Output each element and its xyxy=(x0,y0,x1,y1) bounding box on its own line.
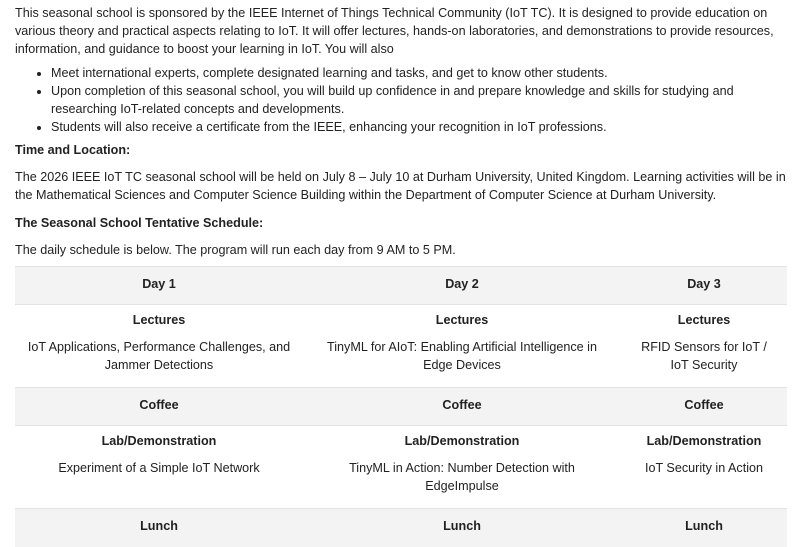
session-description: Experiment of a Simple IoT Network xyxy=(58,461,260,475)
lecture-cell-day-3 xyxy=(621,305,787,388)
table-row xyxy=(15,388,787,426)
session-title: Lab/Demonstration xyxy=(404,434,520,448)
session-description: TinyML in Action: Number Detection with EdgeImpulse xyxy=(349,461,575,493)
session-title: Lab/Demonstration xyxy=(646,434,762,448)
day-2-header: Day 2 xyxy=(303,267,621,305)
coffee-cell-day-3: Coffee xyxy=(621,388,787,426)
list-item: • Upon completion of this seasonal school, you will build up confidence in and prepare knowledge and skills for studying and researching IoT-related concepts and developments. xyxy=(51,82,789,118)
table-row xyxy=(15,305,787,388)
session-description: IoT Security in Action xyxy=(644,461,764,475)
session-title: Lectures xyxy=(677,313,731,327)
intro-paragraph: This seasonal school is sponsored by the IEEE Internet of Things Technical Community (IoT TC). It is designed to provide education on various theory and practical aspects relating to IoT. It will offer lectures, hands-on laboratories, and demonstrations to provide resources, information, and guidance to boost your learning in IoT. You will also xyxy=(15,6,774,56)
lecture-cell-day-2 xyxy=(303,305,621,388)
coffee-cell-day-2: Coffee xyxy=(303,388,621,426)
lunch-cell-day-3: Lunch xyxy=(621,509,787,547)
day-3-header: Day 3 xyxy=(621,267,787,305)
table-row xyxy=(15,426,787,509)
session-title: Lectures xyxy=(435,313,489,327)
benefits-list xyxy=(15,64,789,136)
lab-cell-day-3 xyxy=(621,426,787,509)
lab-cell-day-2 xyxy=(303,426,621,509)
time-location-heading: Time and Location: xyxy=(15,143,131,157)
lecture-cell-day-1 xyxy=(15,305,303,388)
schedule-text: The daily schedule is below. The program will run each day from 9 AM to 5 PM. xyxy=(15,243,456,257)
schedule-heading: The Seasonal School Tentative Schedule: xyxy=(15,216,264,230)
session-description: RFID Sensors for IoT / IoT Security xyxy=(641,340,767,372)
session-description: IoT Applications, Performance Challenges, and Jammer Detections xyxy=(27,340,291,372)
day-1-header: Day 1 xyxy=(15,267,303,305)
session-title: Lectures xyxy=(132,313,186,327)
session-description: TinyML for AIoT: Enabling Artificial Intelligence in Edge Devices xyxy=(327,340,597,372)
list-item: • Students will also receive a certificate from the IEEE, enhancing your recognition in IoT professions. xyxy=(51,118,789,136)
lunch-cell-day-2: Lunch xyxy=(303,509,621,547)
time-location-text: The 2026 IEEE IoT TC seasonal school will be held on July 8 – July 10 at Durham University, United Kingdom. Learning activities will be in the Mathematical Sciences and Computer Science Building within the Department of Computer Science at Durham University. xyxy=(15,170,786,202)
session-title: Lab/Demonstration xyxy=(101,434,217,448)
table-row xyxy=(15,267,787,305)
schedule-table xyxy=(15,266,787,547)
page-content xyxy=(15,4,789,267)
lunch-cell-day-1: Lunch xyxy=(15,509,303,547)
list-item: • Meet international experts, complete designated learning and tasks, and get to know other students. xyxy=(51,64,789,82)
coffee-cell-day-1: Coffee xyxy=(15,388,303,426)
lab-cell-day-1 xyxy=(15,426,303,509)
